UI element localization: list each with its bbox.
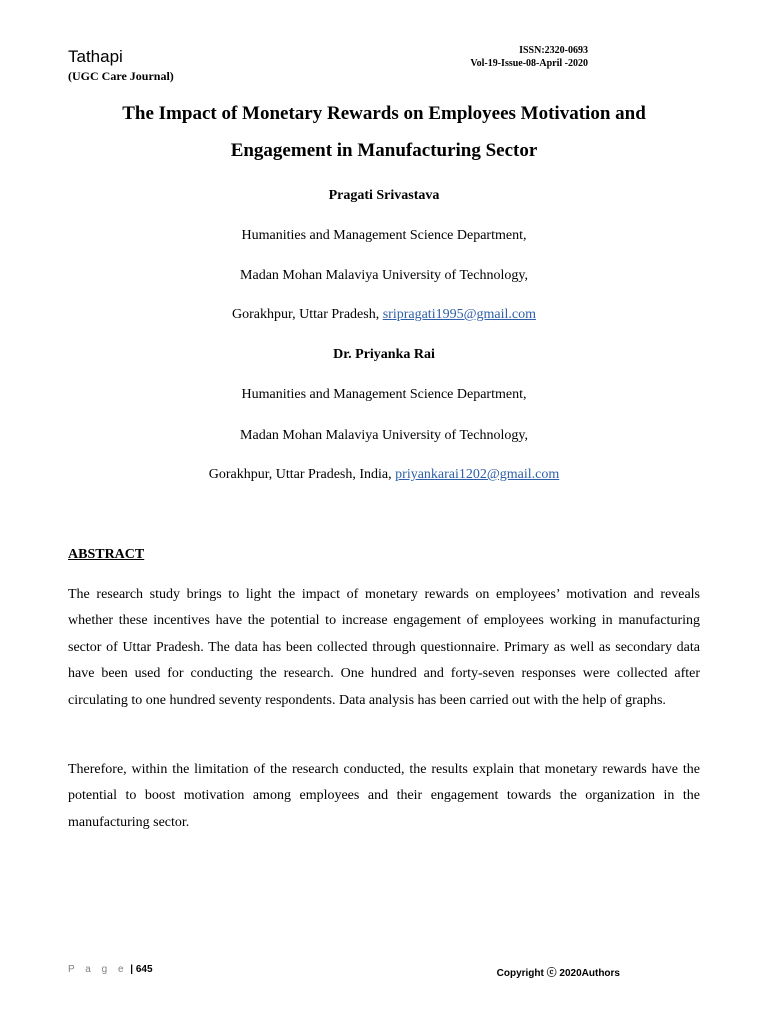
author-2-contact	[0, 467, 768, 483]
volume-info: Vol-19-Issue-08-April -2020	[470, 58, 588, 69]
page-number: | 645	[130, 964, 153, 975]
abstract-heading: ABSTRACT	[68, 547, 145, 562]
journal-subtitle: (UGC Care Journal)	[68, 69, 174, 83]
author-2-location: Gorakhpur, Uttar Pradesh, India,	[208, 467, 392, 482]
page-label: P a g e	[68, 964, 128, 975]
author-1-email-link[interactable]: sripragati1995@gmail.com	[382, 307, 536, 322]
author-2-department: Humanities and Management Science Department,	[241, 387, 527, 402]
journal-name: Tathapi	[68, 47, 123, 66]
footer-copyright: Copyright ⓒ 2020Authors	[496, 968, 620, 979]
author-1-contact	[0, 307, 768, 323]
footer-page	[68, 964, 153, 975]
author-2-name: Dr. Priyanka Rai	[333, 347, 435, 362]
paper-title-line-2: Engagement in Manufacturing Sector	[230, 140, 538, 161]
paper-title-line-1: The Impact of Monetary Rewards on Employees Motivation and	[122, 103, 646, 124]
abstract-paragraph-1: The research study brings to light the impact of monetary rewards on employees’ motivation and reveals whether these incentives have the potential to increase engagement of employees working in manufacturing sector of Uttar Pradesh. The data has been collected through questionnaire. Primary as well as secondary data have been used for conducting the research. One hundred and forty-seven responses were collected after circulating to one hundred seventy respondents. Data analysis has been carried out with the help of graphs.	[68, 587, 700, 708]
issn: ISSN:2320-0693	[519, 45, 588, 56]
author-2-email-link[interactable]: priyankarai1202@gmail.com	[395, 467, 560, 482]
author-2-university: Madan Mohan Malaviya University of Technology,	[240, 428, 528, 443]
author-1-university: Madan Mohan Malaviya University of Technology,	[240, 268, 528, 283]
author-1-department: Humanities and Management Science Department,	[241, 228, 527, 243]
abstract-paragraph-2: Therefore, within the limitation of the research conducted, the results explain that monetary rewards have the potential to boost motivation among employees and their engagement towards the organization in the manufacturing sector.	[68, 762, 700, 830]
author-1-name: Pragati Srivastava	[328, 188, 440, 203]
author-1-location: Gorakhpur, Uttar Pradesh,	[232, 307, 380, 322]
